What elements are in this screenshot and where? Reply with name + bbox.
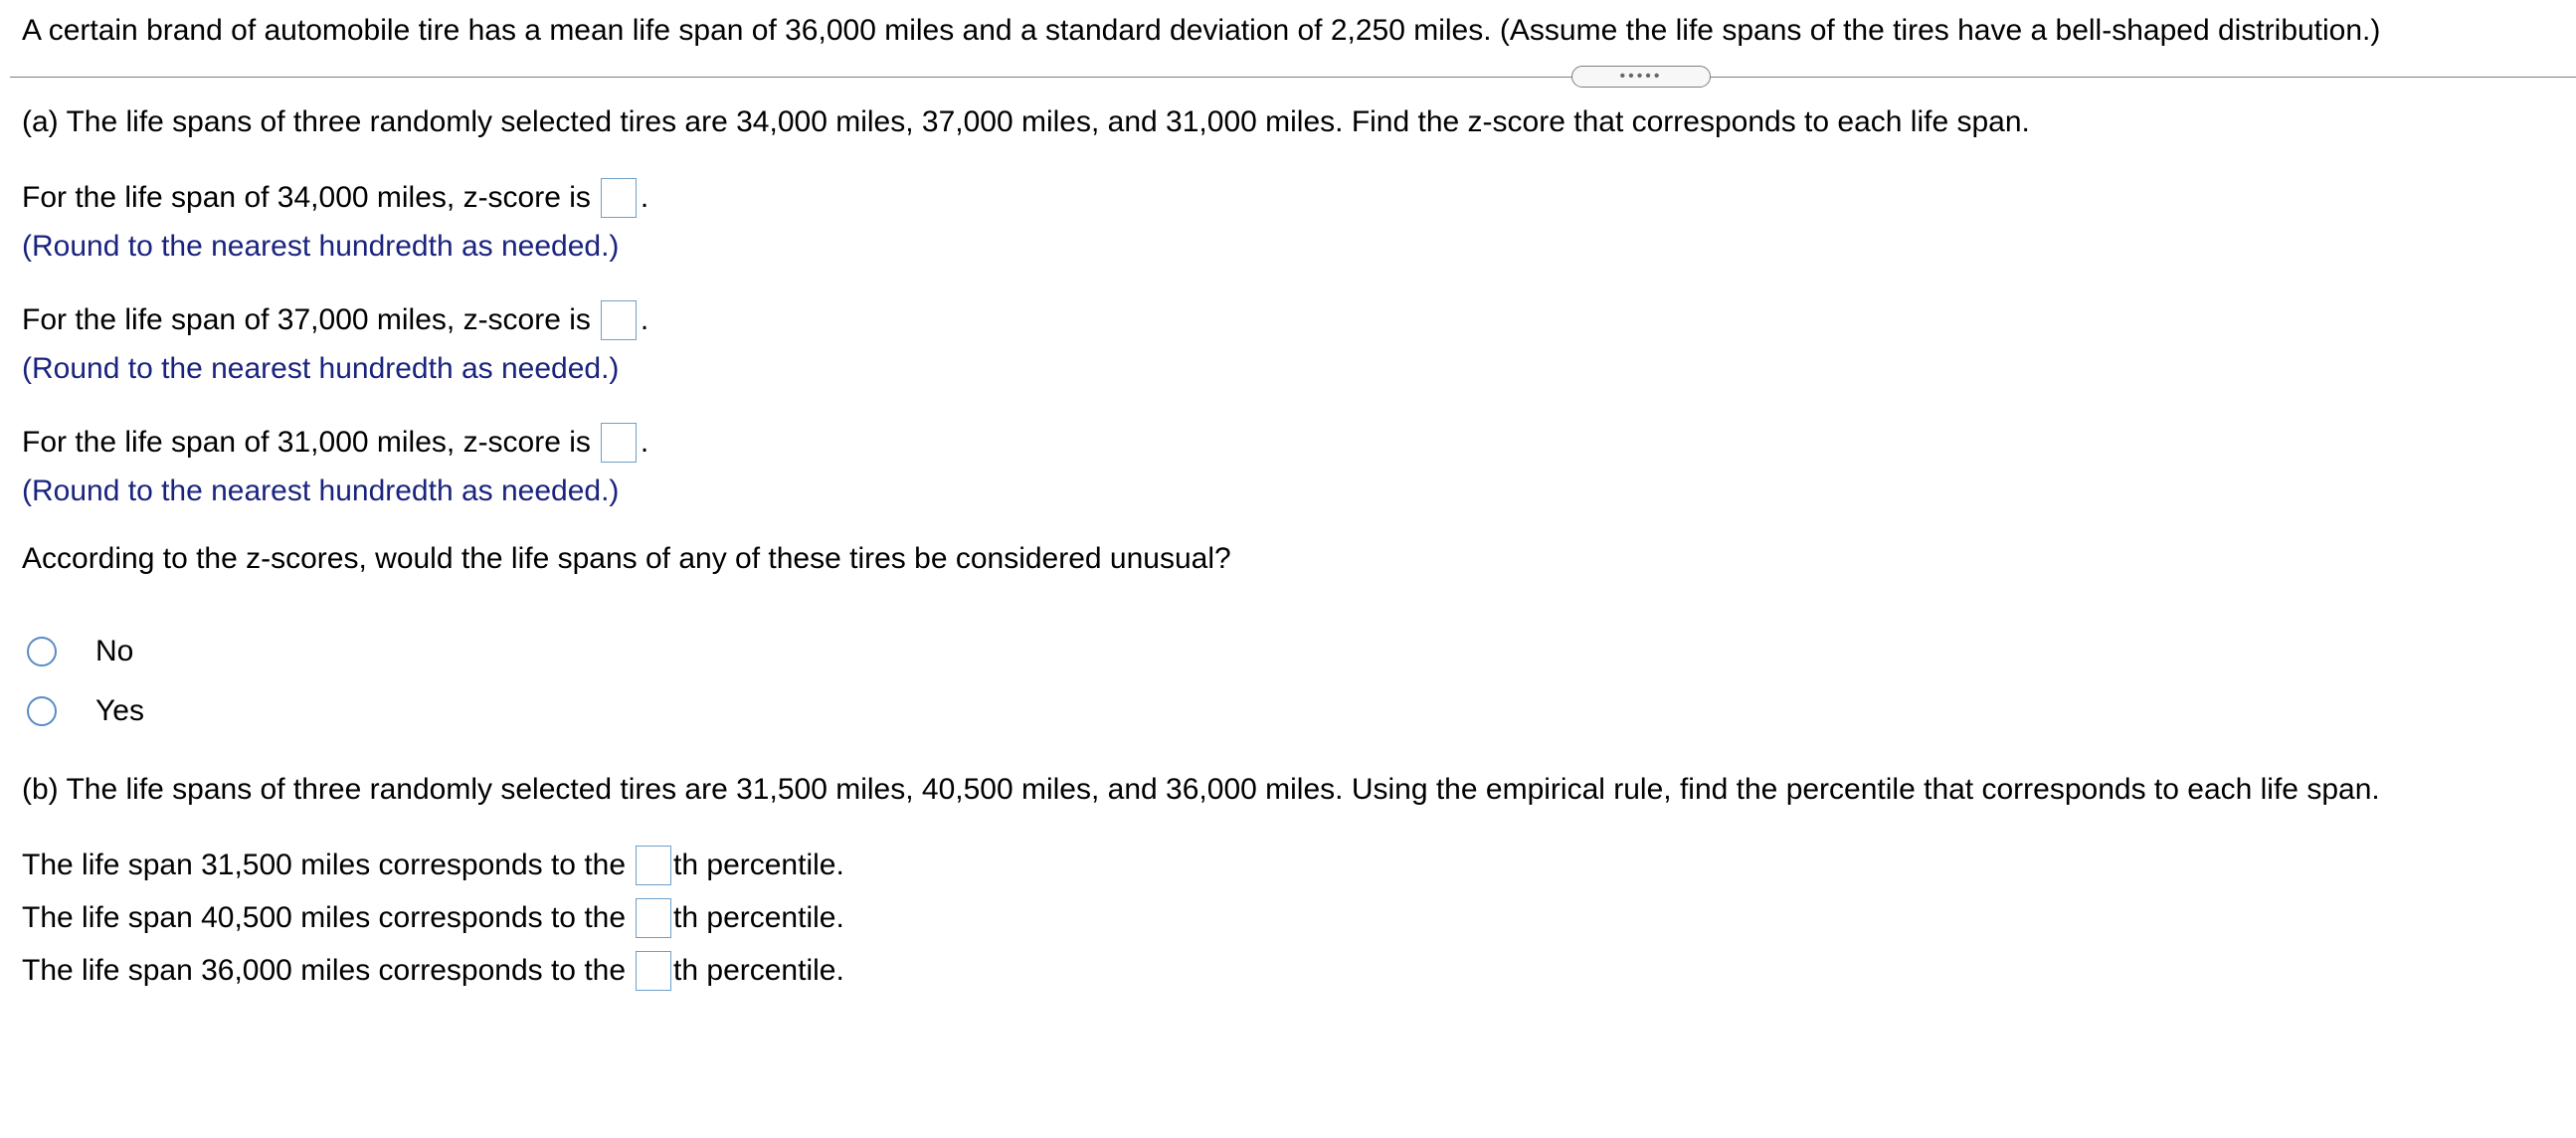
- item-label: For the life span of 34,000 miles, z-score is: [22, 181, 591, 214]
- unusual-question: According to the z-scores, would the life spans of any of these tires be considered unusual?: [22, 542, 1231, 575]
- round-hint-3: (Round to the nearest hundredth as needed.): [22, 474, 620, 507]
- item-suffix: th percentile.: [673, 901, 844, 934]
- z-score-input-34000[interactable]: [601, 178, 637, 218]
- part-a-prompt: (a) The life spans of three randomly selected tires are 34,000 miles, 37,000 miles, and 31,000 miles. Find the z-score that corresponds to each life span.: [22, 105, 2030, 138]
- item-label: The life span 31,500 miles corresponds to the: [22, 849, 627, 881]
- divider: [10, 77, 2576, 78]
- z-score-input-37000[interactable]: [601, 300, 637, 340]
- part-b-prompt: (b) The life spans of three randomly selected tires are 31,500 miles, 40,500 miles, and 36,000 miles. Using the empirical rule, find the percentile that corresponds to each life span.: [22, 773, 2380, 806]
- item-label: The life span 36,000 miles corresponds to the: [22, 954, 627, 987]
- item-suffix: .: [640, 303, 649, 336]
- round-hint-2: (Round to the nearest hundredth as needed.): [22, 352, 620, 385]
- item-label: For the life span of 31,000 miles, z-score is: [22, 426, 591, 459]
- part-a-item-2: [22, 298, 648, 342]
- item-suffix: th percentile.: [673, 954, 844, 987]
- part-a-item-1: [22, 176, 648, 220]
- item-suffix: th percentile.: [673, 849, 844, 881]
- z-score-input-31000[interactable]: [601, 423, 637, 463]
- round-hint-1: (Round to the nearest hundredth as needed.): [22, 230, 620, 263]
- part-b-item-2: [22, 897, 844, 939]
- problem-statement: A certain brand of automobile tire has a mean life span of 36,000 miles and a standard deviation of 2,250 miles. (Assume the life spans of the tires have a bell-shaped distribution.): [22, 14, 2381, 47]
- part-b-item-3: [22, 950, 844, 992]
- percentile-input-31500[interactable]: [636, 846, 671, 885]
- radio-no[interactable]: [27, 637, 57, 666]
- radio-yes[interactable]: [27, 696, 57, 726]
- item-label: For the life span of 37,000 miles, z-score is: [22, 303, 591, 336]
- expand-button[interactable]: •••••: [1571, 66, 1711, 88]
- item-suffix: .: [640, 181, 649, 214]
- option-yes-label[interactable]: Yes: [95, 694, 144, 727]
- part-b-item-1: [22, 845, 844, 886]
- percentile-input-36000[interactable]: [636, 951, 671, 991]
- part-a-item-3: [22, 421, 648, 465]
- option-no-label[interactable]: No: [95, 635, 134, 667]
- percentile-input-40500[interactable]: [636, 898, 671, 938]
- item-suffix: .: [640, 426, 649, 459]
- item-label: The life span 40,500 miles corresponds to the: [22, 901, 627, 934]
